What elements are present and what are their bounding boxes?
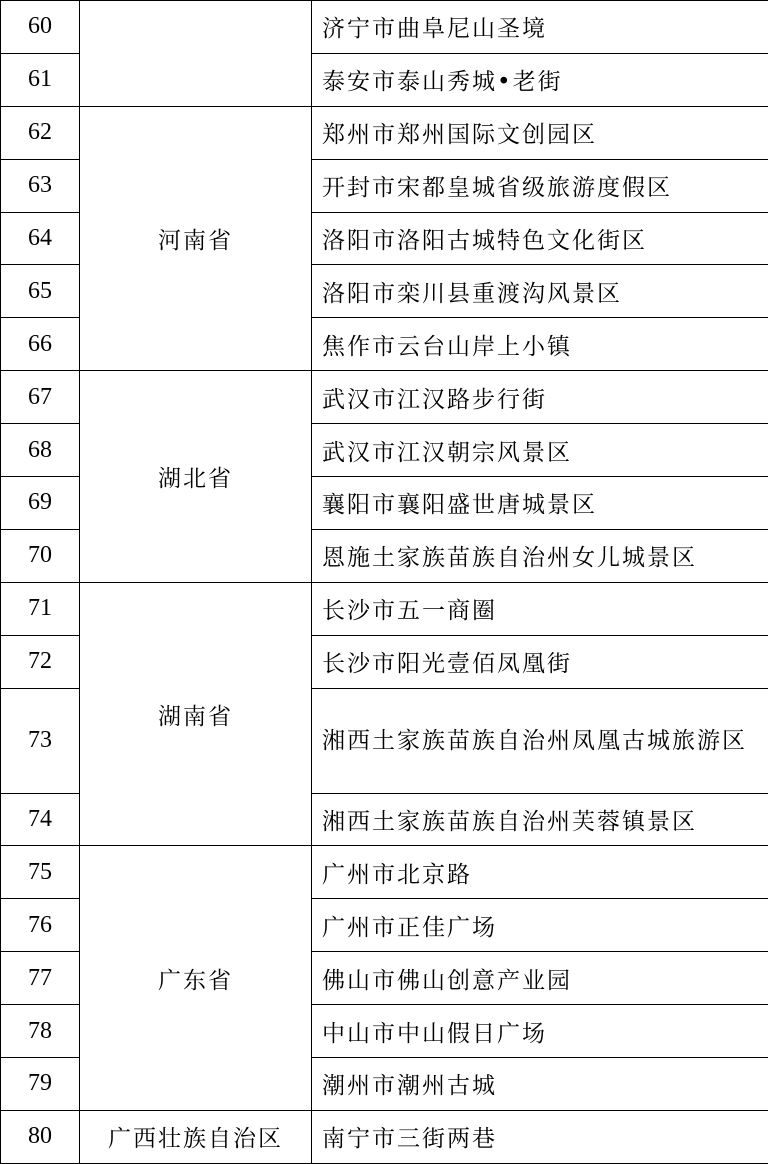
venue-name: 济宁市曲阜尼山圣境 bbox=[312, 1, 768, 54]
row-number: 73 bbox=[1, 688, 80, 793]
row-number: 80 bbox=[1, 1110, 80, 1163]
table-row bbox=[1, 582, 768, 635]
table-row bbox=[1, 106, 768, 159]
venue-name: 湘西土家族苗族自治州凤凰古城旅游区 bbox=[312, 688, 768, 793]
province-cell-hubei: 湖北省 bbox=[80, 371, 312, 583]
table-row bbox=[1, 1, 768, 54]
venue-name: 长沙市阳光壹佰凤凰街 bbox=[312, 635, 768, 688]
row-number: 64 bbox=[1, 212, 80, 265]
row-number: 60 bbox=[1, 1, 80, 54]
venue-name: 洛阳市洛阳古城特色文化街区 bbox=[312, 212, 768, 265]
row-number: 62 bbox=[1, 106, 80, 159]
venue-name: 广州市北京路 bbox=[312, 846, 768, 899]
venue-name: 襄阳市襄阳盛世唐城景区 bbox=[312, 477, 768, 530]
table-row bbox=[1, 371, 768, 424]
venue-name: 洛阳市栾川县重渡沟风景区 bbox=[312, 265, 768, 318]
row-number: 75 bbox=[1, 846, 80, 899]
row-number: 74 bbox=[1, 793, 80, 846]
row-number: 71 bbox=[1, 582, 80, 635]
province-cell-hunan: 湖南省 bbox=[80, 582, 312, 846]
row-number: 61 bbox=[1, 53, 80, 106]
province-cell-shandong bbox=[80, 1, 312, 107]
province-cell-henan: 河南省 bbox=[80, 106, 312, 370]
row-number: 65 bbox=[1, 265, 80, 318]
venue-name: 湘西土家族苗族自治州芙蓉镇景区 bbox=[312, 793, 768, 846]
venue-name: 南宁市三街两巷 bbox=[312, 1110, 768, 1163]
row-number: 78 bbox=[1, 1005, 80, 1058]
row-number: 69 bbox=[1, 477, 80, 530]
row-number: 76 bbox=[1, 899, 80, 952]
venue-name: 泰安市泰山秀城•老街 bbox=[312, 53, 768, 106]
venue-name: 佛山市佛山创意产业园 bbox=[312, 952, 768, 1005]
row-number: 67 bbox=[1, 371, 80, 424]
province-cell-guangdong: 广东省 bbox=[80, 846, 312, 1110]
row-number: 68 bbox=[1, 424, 80, 477]
row-number: 79 bbox=[1, 1058, 80, 1111]
venue-name: 开封市宋都皇城省级旅游度假区 bbox=[312, 159, 768, 212]
venue-name: 武汉市江汉朝宗风景区 bbox=[312, 424, 768, 477]
venue-name: 焦作市云台山岸上小镇 bbox=[312, 318, 768, 371]
row-number: 66 bbox=[1, 318, 80, 371]
row-number: 63 bbox=[1, 159, 80, 212]
venue-name: 武汉市江汉路步行街 bbox=[312, 371, 768, 424]
row-number: 77 bbox=[1, 952, 80, 1005]
table-row bbox=[1, 846, 768, 899]
venue-name: 郑州市郑州国际文创园区 bbox=[312, 106, 768, 159]
venue-name: 恩施土家族苗族自治州女儿城景区 bbox=[312, 529, 768, 582]
venue-name: 长沙市五一商圈 bbox=[312, 582, 768, 635]
province-cell-guangxi: 广西壮族自治区 bbox=[80, 1110, 312, 1163]
table-row bbox=[1, 1110, 768, 1163]
row-number: 72 bbox=[1, 635, 80, 688]
row-number: 70 bbox=[1, 529, 80, 582]
venue-name: 中山市中山假日广场 bbox=[312, 1005, 768, 1058]
venue-name: 广州市正佳广场 bbox=[312, 899, 768, 952]
venue-name: 潮州市潮州古城 bbox=[312, 1058, 768, 1111]
